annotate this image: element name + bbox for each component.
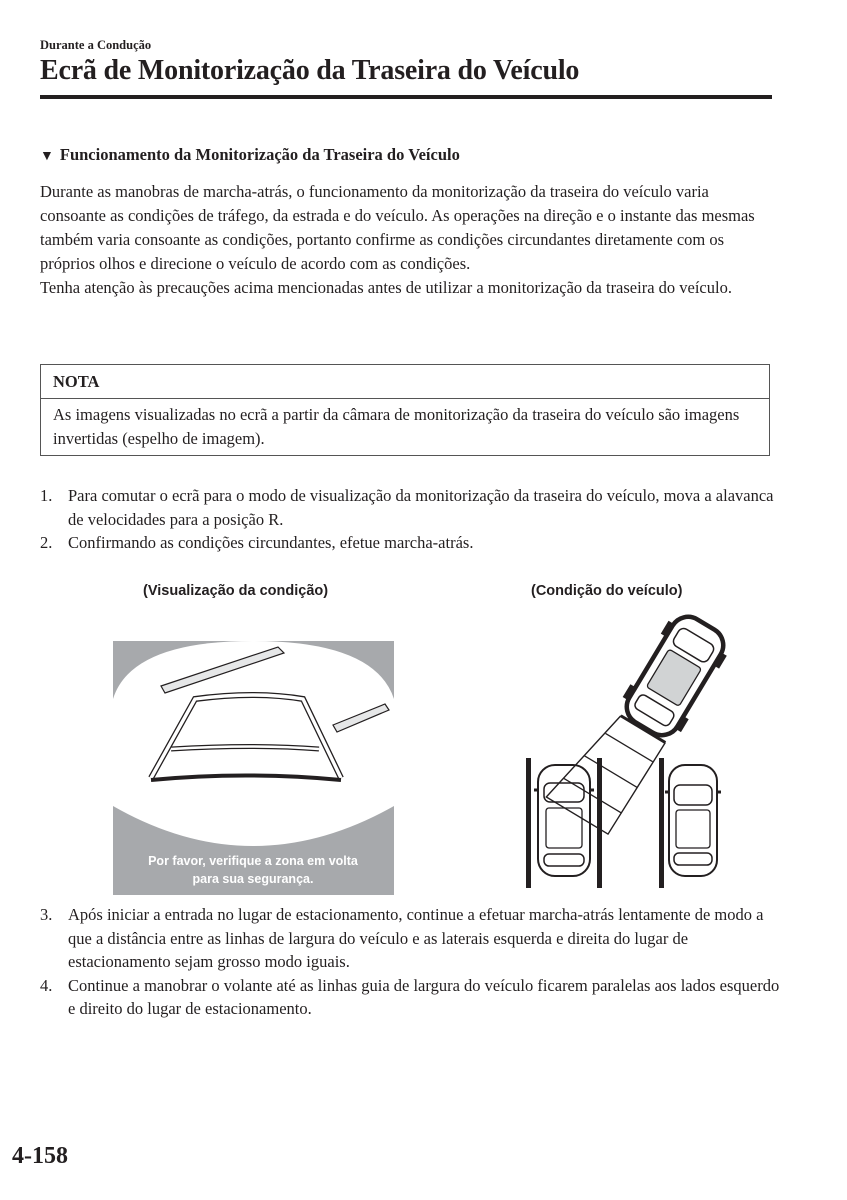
list-item [40, 903, 780, 974]
step-number: 4. [40, 975, 53, 995]
parked-car-right [665, 765, 721, 876]
steps-list-2 [40, 903, 780, 1021]
screen-message-line2: para sua segurança. [192, 872, 314, 886]
parking-divider-center [597, 758, 602, 888]
intro-paragraph-2: Tenha atenção às precauções acima mencionadas antes de utilizar a monitorização da traseira do veículo. [40, 278, 732, 297]
step-number: 3. [40, 905, 53, 924]
right-figure-caption: (Condição do veículo) [531, 583, 683, 599]
step-text: Após iniciar a entrada no lugar de estacionamento, continue a efetuar marcha-atrás lentamente de modo a que a distância entre as linhas de largura do veículo e as laterais esquerda e direita do lugar de estacionamento sejam grosso modo iguais. [68, 905, 764, 971]
step-number: 2. [40, 533, 53, 552]
intro-paragraph-1: Durante as manobras de marcha-atrás, o funcionamento da monitorização da traseira do veículo varia consoante as condições de tráfego, da estrada e do veículo. As operações na direção e o instante das mesmas também varia consoante as condições, portanto confirme as condições circundantes diretamente com os próprios olhos e direcione o veículo de acordo com as condições. [40, 182, 755, 273]
parking-divider-left [526, 758, 531, 888]
list-item [40, 974, 780, 1021]
list-item [40, 531, 780, 555]
left-figure-caption: (Visualização da condição) [143, 583, 329, 599]
title-rule [40, 95, 772, 99]
step-text: Confirmando as condições circundantes, efetue marcha-atrás. [68, 533, 474, 552]
camera-view-area [113, 641, 394, 846]
parking-divider-right [659, 758, 664, 888]
subheading-text: Funcionamento da Monitorização da Traseira do Veículo [59, 145, 460, 164]
page-number: 4-158 [12, 1143, 68, 1169]
intro-text [40, 180, 775, 300]
note-box [40, 364, 770, 456]
page-title: Ecrã de Monitorização da Traseira do Veículo [40, 55, 580, 86]
section-label: Durante a Condução [40, 38, 152, 52]
subheading [40, 145, 460, 165]
rear-view-screen-illustration [113, 641, 394, 895]
vehicle-condition-illustration [526, 608, 738, 890]
note-heading: NOTA [41, 365, 769, 399]
steps-list-1 [40, 484, 780, 555]
triangle-down-icon: ▼ [40, 149, 54, 164]
step-text: Continue a manobrar o volante até as linhas guia de largura do veículo ficarem paralelas aos lados esquerdo e direito do lugar de estacionamento. [68, 975, 780, 1018]
step-number: 1. [40, 486, 53, 505]
list-item [40, 484, 780, 531]
screen-message-line1: Por favor, verifique a zona em volta [148, 854, 358, 868]
note-text: As imagens visualizadas no ecrã a partir da câmara de monitorização da traseira do veículo são imagens invertidas (espelho de imagem). [53, 405, 740, 448]
step-text: Para comutar o ecrã para o modo de visualização da monitorização da traseira do veículo, mova a alavanca de velocidades para a posição R. [68, 486, 774, 529]
